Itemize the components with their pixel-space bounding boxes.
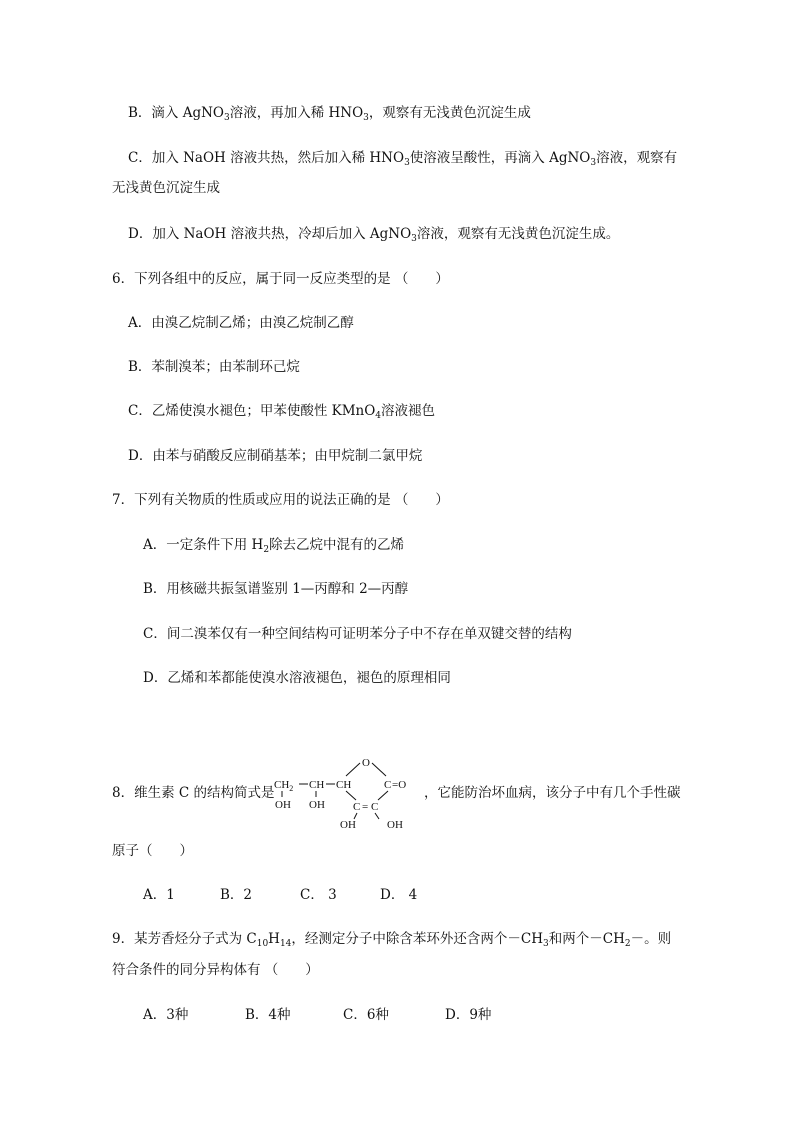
ring-oxygen: O [362,757,370,769]
q7-option-c: C．间二溴苯仅有一种空间结构可证明苯分子中不存在单双键交替的结构 [143,626,572,642]
ch-label: CH [309,779,325,791]
q9-option-d: D．9种 [445,1007,492,1023]
oh-label: OH [275,799,291,811]
subscript: 4 [375,411,382,421]
q6-option-d: D．由苯与硝酸反应制硝基苯；由甲烷制二氯甲烷 [128,448,423,464]
carbonyl-carbon: C [384,779,392,791]
q8-option-b: B．2 [220,887,253,903]
text: B．滴入 AgNO [128,105,224,121]
text: C．乙烯使溴水褪色；甲苯使酸性 KMnO [128,403,376,419]
q7-option-d: D．乙烯和苯都能使溴水溶液褪色，褪色的原理相同 [143,670,451,686]
subscript: 3 [223,113,230,123]
q6-option-a: A．由溴乙烷制乙烯；由溴乙烷制乙醇 [128,315,354,331]
text: 除去乙烷中混有的乙烯 [269,537,405,553]
q7-stem: 7．下列有关物质的性质或应用的说法正确的是 （ ） [112,492,449,508]
oh-label: OH [309,799,325,811]
double-bond: = [362,801,369,813]
bond [375,813,379,819]
ch2-label: $CH_2$ [274,779,294,793]
bond [346,791,356,800]
subscript: 14 [279,939,292,949]
subscript: 3 [543,939,549,949]
q6-option-b: B．苯制溴苯；由苯制环己烷 [128,359,300,375]
subscript: 3 [590,158,597,168]
q9-stem-line1 [112,930,671,948]
q7-option-b: B．用核磁共振氢谱鉴别 1—丙醇和 2—丙醇 [143,581,409,597]
text: 和两个－CH [548,931,625,947]
text: －。则 [630,931,672,947]
oh-label: OH [387,819,403,831]
q5-option-d [128,225,619,243]
bond [346,763,360,776]
oh-label: OH [340,819,356,831]
q8-option-a: A．1 [143,887,175,903]
q8-stem-pre: 8．维生素 C 的结构简式是 [112,785,275,801]
q8-option-c: C． 3 [300,887,337,903]
subscript: 10 [256,939,269,949]
subscript: 3 [404,158,410,168]
text: 9．某芳香烃分子式为 C [112,931,257,947]
text: H [268,931,280,947]
q5-option-c-line2: 无浅黄色沉淀生成 [112,180,220,196]
q9-option-b: B．4种 [245,1007,291,1023]
subscript: 2 [263,545,270,555]
text: 溶液褪色 [381,403,436,419]
subscript: 2 [624,939,631,949]
subscript: 3 [411,234,417,244]
bond [372,763,386,776]
ring-carbon: C [353,801,361,813]
ring-carbon: C [371,801,379,813]
text: 使溶液呈酸性，再滴入 AgNO [409,150,591,166]
text: 溶液，观察有无浅黄色沉淀生成。 [416,226,620,242]
q5-option-b [128,104,531,122]
vitamin-c-structure-diagram [272,752,422,832]
q7-option-a [143,536,404,554]
text: D．加入 NaOH 溶液共热，冷却后加入 AgNO [128,226,412,242]
q9-stem-line2: 符合条件的同分异构体有 （ ） [112,962,319,978]
text: 溶液，再加入稀 HNO [229,105,364,121]
q5-option-c-line1 [128,149,677,167]
subscript: 3 [363,113,369,123]
q6-option-c [128,402,435,420]
bond [378,791,388,800]
q8-stem-line2: 原子（ ） [112,843,193,859]
q9-option-c: C．6种 [343,1007,389,1023]
text: ，观察有无浅黄色沉淀生成 [368,105,531,121]
text: ，经测定分子中除含苯环外还含两个－CH [291,931,544,947]
text: 溶液，观察有 [596,150,678,166]
q6-stem: 6．下列各组中的反应，属于同一反应类型的是 （ ） [112,271,449,287]
text: C．加入 NaOH 溶液共热，然后加入稀 HNO [128,150,405,166]
ch-ring-label: CH [336,779,352,791]
q9-option-a: A．3种 [143,1007,189,1023]
q8-option-d: D． 4 [380,887,418,903]
carbonyl-oxygen: =O [392,779,407,791]
q8-stem-post: ，它能防治坏血病，该分子中有几个手性碳 [424,785,681,801]
text: A．一定条件下用 H [143,537,264,553]
